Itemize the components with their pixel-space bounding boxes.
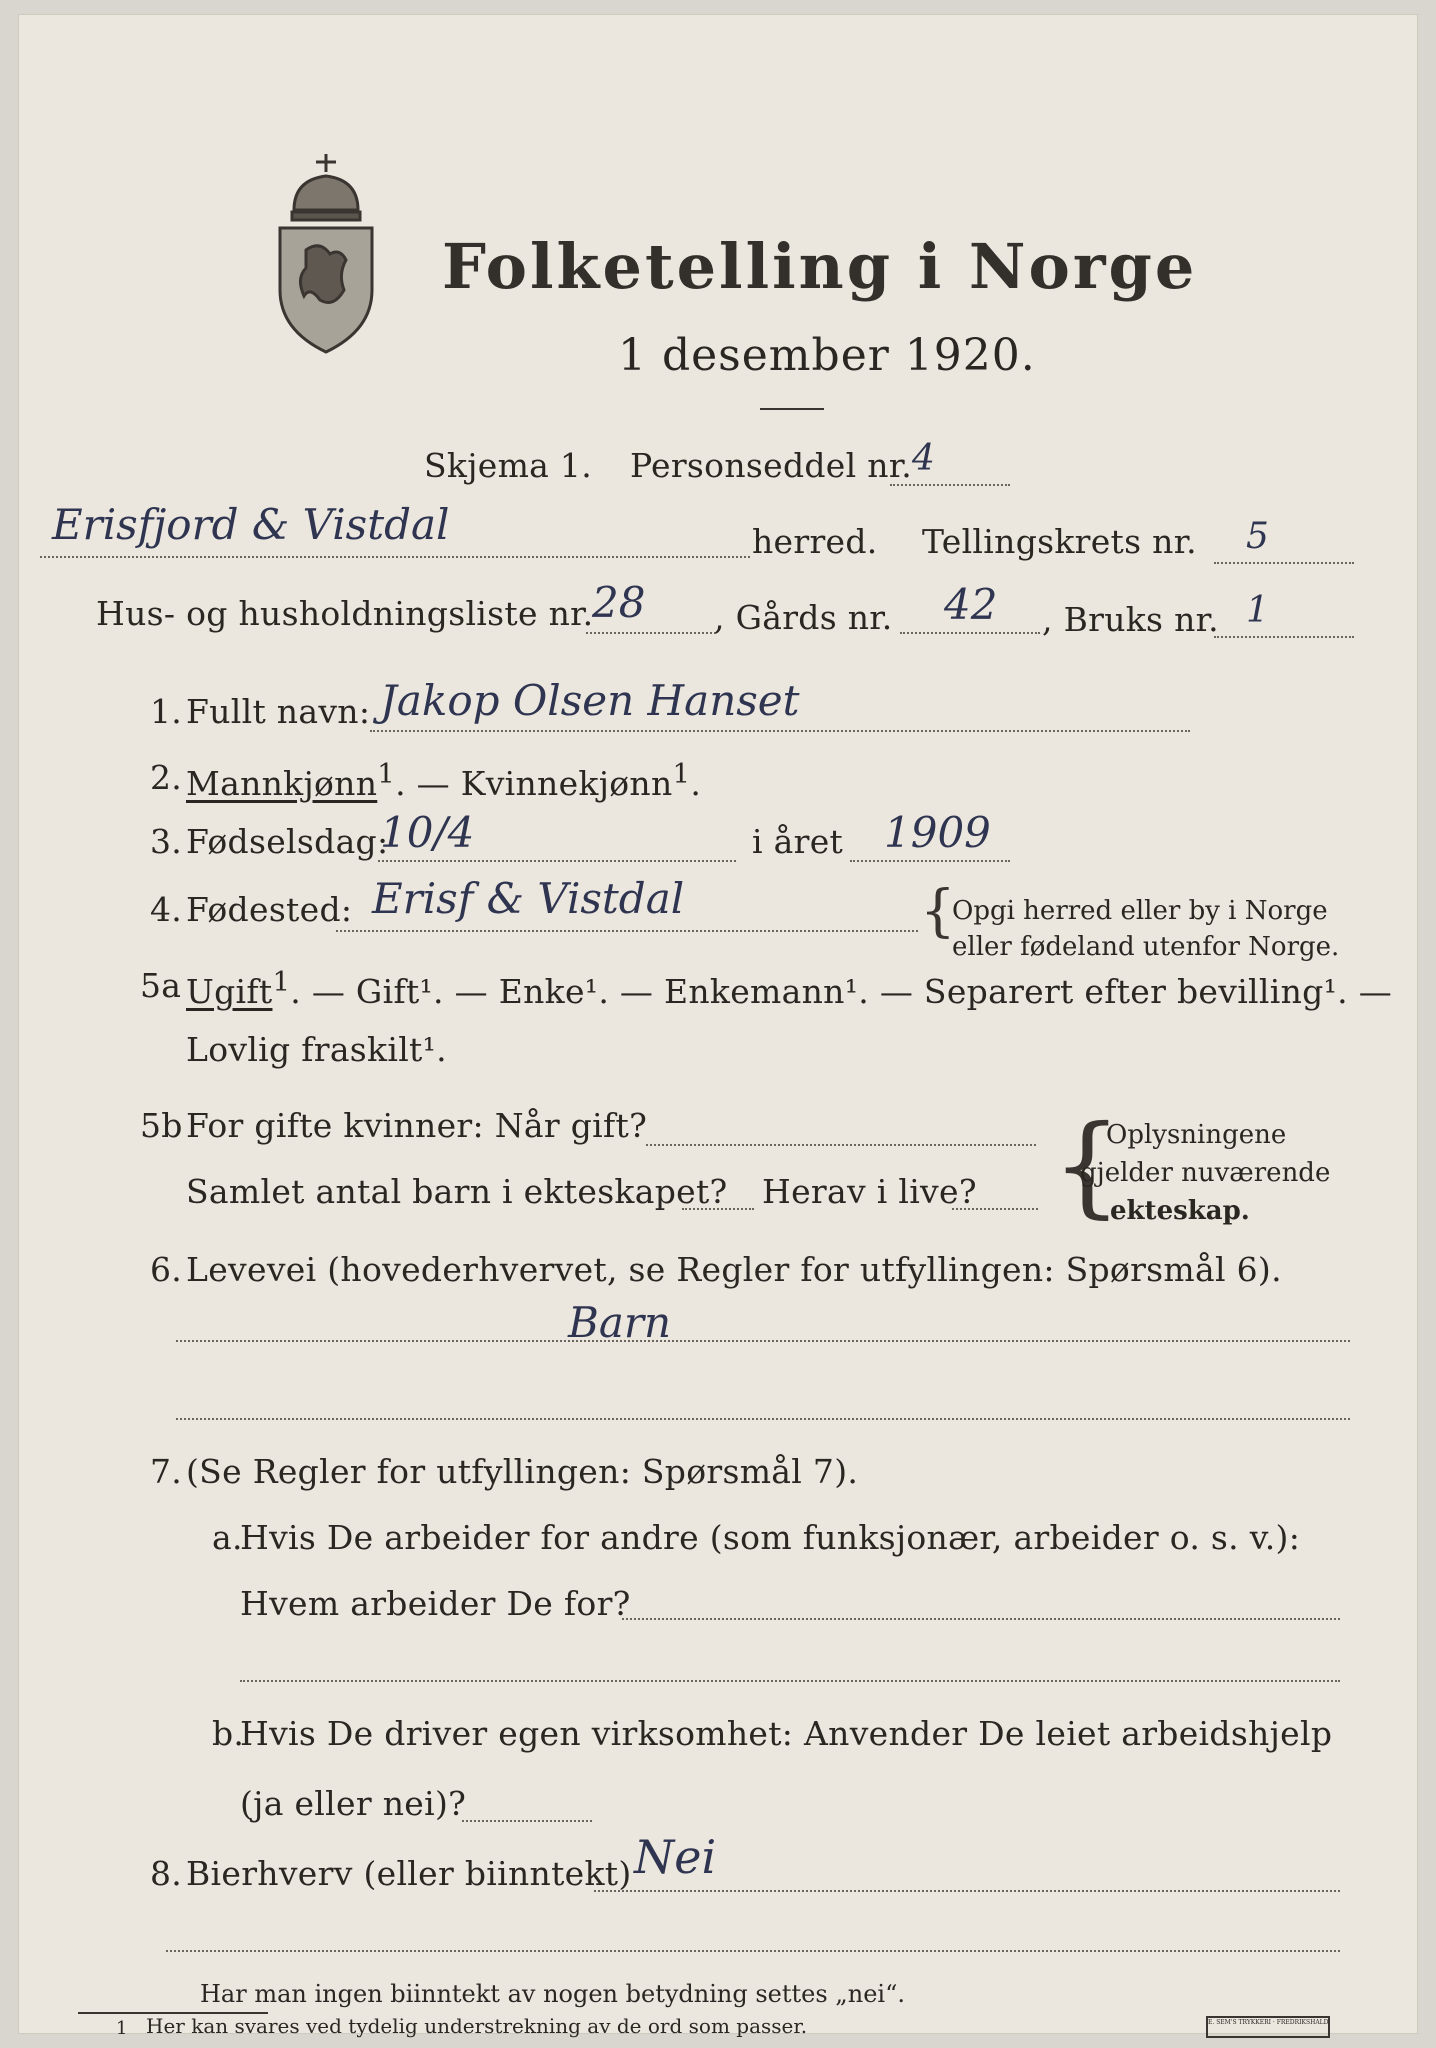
- occupation-line-1: [176, 1340, 1350, 1342]
- coat-of-arms-icon: [266, 150, 386, 360]
- tellingskrets-value[interactable]: 5: [1246, 516, 1269, 557]
- hus-label: Hus- og husholdningsliste nr.: [96, 594, 594, 633]
- q4-note-2: eller fødeland utenfor Norge.: [952, 932, 1340, 962]
- q5b-children-label: Samlet antal barn i ekteskapet?: [186, 1172, 728, 1211]
- hired-help-line: [462, 1820, 592, 1822]
- male-option[interactable]: Mannkjønn: [186, 764, 378, 803]
- q7a-line2: Hvem arbeider De for?: [240, 1584, 631, 1623]
- hus-line: [586, 632, 716, 634]
- birthplace-line: [336, 930, 918, 932]
- census-date: 1 desember 1920.: [618, 330, 1036, 381]
- q5b-alive-label: Herav i live?: [762, 1172, 977, 1211]
- herred-line: [40, 556, 750, 558]
- bruks-label: , Bruks nr.: [1042, 600, 1219, 639]
- q5b-note-1: Oplysningene: [1106, 1120, 1287, 1150]
- q3-label: Fødselsdag:: [186, 822, 389, 861]
- birthplace-value[interactable]: Erisf & Vistdal: [372, 874, 685, 923]
- married-when-line: [646, 1144, 1036, 1146]
- occupation-value[interactable]: Barn: [568, 1298, 672, 1347]
- children-count-line: [682, 1208, 754, 1210]
- q6-label: Levevei (hovederhvervet, se Regler for utfyllingen: Spørsmål 6).: [186, 1250, 1282, 1289]
- birthday-line: [378, 860, 736, 862]
- occupation-line-2: [176, 1418, 1350, 1420]
- q1-label: Fullt navn:: [186, 692, 371, 731]
- gards-label: , Gårds nr.: [714, 598, 893, 637]
- q5b-label: For gifte kvinner: Når gift?: [186, 1106, 648, 1145]
- q7b-number: b.: [212, 1714, 245, 1753]
- tellingskrets-line: [1214, 562, 1354, 564]
- herred-label: herred.: [752, 522, 878, 561]
- q7-label: (Se Regler for utfyllingen: Spørsmål 7).: [186, 1452, 859, 1491]
- children-alive-line: [952, 1208, 1038, 1210]
- full-name-value[interactable]: Jakop Olsen Hanset: [380, 676, 800, 725]
- bruks-value[interactable]: 1: [1246, 590, 1269, 631]
- q7a-number: a.: [212, 1518, 243, 1557]
- employer-line-1: [622, 1618, 1340, 1620]
- q7b-label: Hvis De driver egen virksomhet: Anvender De leiet arbeidshjelp: [240, 1714, 1333, 1753]
- q3-number: 3.: [150, 822, 183, 861]
- full-name-line: [370, 730, 1190, 732]
- q5a-number: 5a: [140, 966, 182, 1005]
- footnote-mark: 1: [116, 2018, 128, 2039]
- tellingskrets-label: Tellingskrets nr.: [922, 522, 1197, 561]
- side-income-value[interactable]: Nei: [634, 1830, 717, 1884]
- personseddel-value[interactable]: 4: [912, 438, 935, 479]
- printer-mark: E. SEM'S TRYKKERI · FREDRIKSHALD: [1206, 2016, 1330, 2038]
- q7b-line2: (ja eller nei)?: [240, 1784, 467, 1823]
- female-option[interactable]: Kvinnekjønn: [460, 764, 673, 803]
- q8-label: Bierhverv (eller biinntekt): [186, 1854, 632, 1893]
- q8-number: 8.: [150, 1854, 183, 1893]
- q5b-note-2: gjelder nuværende: [1080, 1158, 1331, 1188]
- footnote-text: Her kan svares ved tydelig understrekning av de ord som passer.: [146, 2014, 808, 2038]
- personseddel-line: [890, 484, 1010, 486]
- nei-note: Har man ingen biinntekt av nogen betydning settes „nei“.: [200, 1980, 905, 2008]
- personseddel-label: Personseddel nr.: [630, 446, 913, 485]
- q4-label: Fødested:: [186, 890, 353, 929]
- q6-number: 6.: [150, 1250, 183, 1289]
- schema-label: Skjema 1.: [424, 446, 593, 485]
- birth-year-value[interactable]: 1909: [884, 808, 991, 857]
- birth-year-line: [850, 860, 1010, 862]
- hus-value[interactable]: 28: [592, 578, 646, 627]
- q4-note-1: Opgi herred eller by i Norge: [952, 896, 1328, 926]
- q5b-number: 5b: [140, 1106, 183, 1145]
- title-divider: [760, 408, 824, 410]
- q4-number: 4.: [150, 890, 183, 929]
- q7-number: 7.: [150, 1452, 183, 1491]
- q4-brace: {: [920, 879, 956, 944]
- q3-year-label: i året: [752, 822, 844, 861]
- form-title: Folketelling i Norge: [442, 230, 1198, 303]
- bruks-line: [1214, 636, 1354, 638]
- unmarried-option[interactable]: Ugift: [186, 972, 273, 1011]
- side-income-line-1: [594, 1890, 1340, 1892]
- q1-number: 1.: [150, 692, 183, 731]
- gards-line: [900, 632, 1040, 634]
- q5b-brace: {: [1052, 1101, 1122, 1229]
- q2-gender: Mannkjønn$^1$. — Kvinnekjønn$^1$.: [186, 758, 702, 803]
- employer-line-2: [240, 1680, 1340, 1682]
- gards-value[interactable]: 42: [944, 580, 998, 629]
- q7a-label: Hvis De arbeider for andre (som funksjonær, arbeider o. s. v.):: [240, 1518, 1301, 1557]
- herred-value[interactable]: Erisfjord & Vistdal: [52, 500, 450, 549]
- q5b-note-3: ekteskap.: [1110, 1196, 1250, 1226]
- q2-number: 2.: [150, 758, 183, 797]
- marital-status-options: Ugift$^1$. — Gift¹. — Enke¹. — Enkemann¹. — Separert efter bevilling¹. —: [186, 966, 1392, 1011]
- side-income-line-2: [166, 1950, 1340, 1952]
- birthday-value[interactable]: 10/4: [380, 808, 475, 857]
- q5a-line2: Lovlig fraskilt¹.: [186, 1030, 447, 1069]
